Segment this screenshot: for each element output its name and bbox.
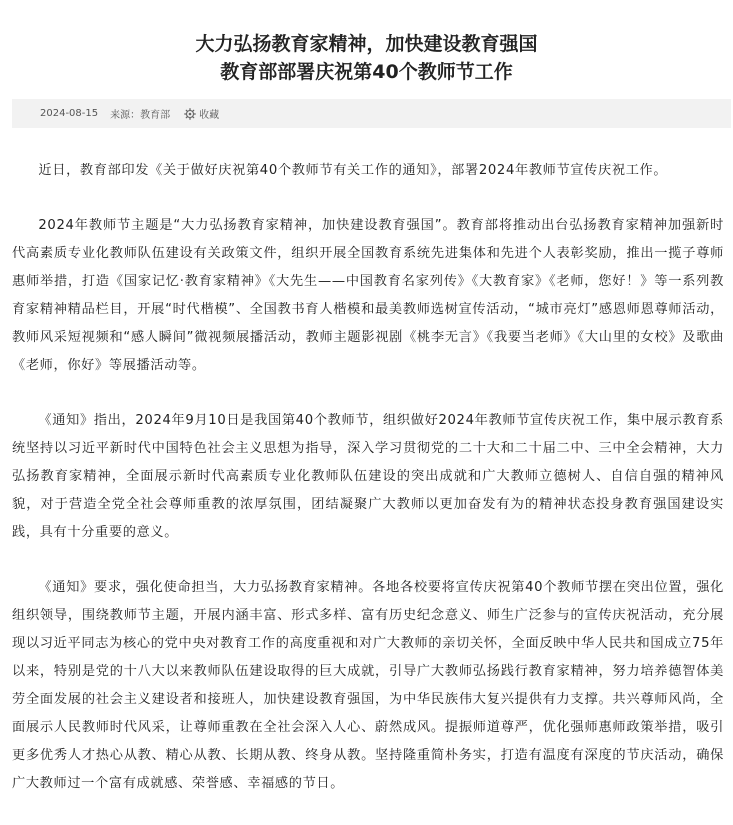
- article-source: 来源：教育部: [110, 110, 171, 121]
- paragraph-1: 近日，教育部印发《关于做好庆祝第40个教师节有关工作的通知》，部署2024年教师节宣传庆祝工作。: [38, 163, 668, 178]
- favorite-label: 收藏: [199, 110, 220, 121]
- favorite-button[interactable]: [184, 106, 219, 121]
- paragraph-2: 2024年教师节主题是“大力弘扬教育家精神，加快建设教育强国”。教育部将推动出台弘扬教育家精神加强新时代高素质专业化教师队伍建设有关政策文件，组织开展全国教育系统先进集体和先进个人表彰奖励，推出一揽子尊师惠师举措，打造《国家记忆·教育家精神》《大先生——中国教育名家列传》《大教育家》《老师，您好！》等一系列教育家精神精品栏目，开展“时代楷模”、全国教书育人楷模和最美教师选树宣传活动，“城市亮灯”感恩师恩尊师活动，教师风采短视频和“感人瞬间”微视频展播活动，教师主题影视剧《桃李无言》《我要当老师》《大山里的女校》及歌曲《老师，你好》等展播活动等。: [12, 218, 724, 373]
- meta-bar: [12, 99, 731, 128]
- gear-icon: [184, 108, 196, 120]
- article-body: [12, 157, 724, 825]
- title-line-main: 大力弘扬教育家精神，加快建设教育强国: [195, 33, 538, 55]
- paragraph-4: 《通知》要求，强化使命担当，大力弘扬教育家精神。各地各校要将宣传庆祝第40个教师节摆在突出位置，强化组织领导，围绕教师节主题，开展内涵丰富、形式多样、富有历史纪念意义、师生广泛参与的宣传庆祝活动，充分展现以习近平同志为核心的党中央对教育工作的高度重视和对广大教师的亲切关怀，全面反映中华人民共和国成立75年以来，特别是党的十八大以来教师队伍建设取得的巨大成就，引导广大教师弘扬践行教育家精神，努力培养德智体美劳全面发展的社会主义建设者和接班人，加快建设教育强国，为中华民族伟大复兴提供有力支撑。共兴尊师风尚，全面展示人民教师时代风采，让尊师重教在全社会深入人心、蔚然成风。提振师道尊严，优化强师惠师政策举措，吸引更多优秀人才热心从教、精心从教、长期从教、终身从教。坚持隆重简朴务实，打造有温度有深度的节庆活动，确保广大教师过一个富有成就感、荣誉感、幸福感的节日。: [12, 580, 724, 791]
- article-title: [0, 30, 733, 86]
- publish-date: 2024-08-15: [40, 108, 99, 119]
- title-line-sub: 教育部部署庆祝第40个教师节工作: [220, 61, 513, 83]
- paragraph-3: 《通知》指出，2024年9月10日是我国第40个教师节，组织做好2024年教师节宣传庆祝工作，集中展示教育系统坚持以习近平新时代中国特色社会主义思想为指导，深入学习贯彻党的二十大和二十届二中、三中全会精神，大力弘扬教育家精神，全面展示新时代高素质专业化教师队伍建设的突出成就和广大教师立德树人、自信自强的精神风貌，对于营造全党全社会尊师重教的浓厚氛围，团结凝聚广大教师以更加奋发有为的精神状态投身教育强国建设实践，具有十分重要的意义。: [12, 413, 724, 540]
